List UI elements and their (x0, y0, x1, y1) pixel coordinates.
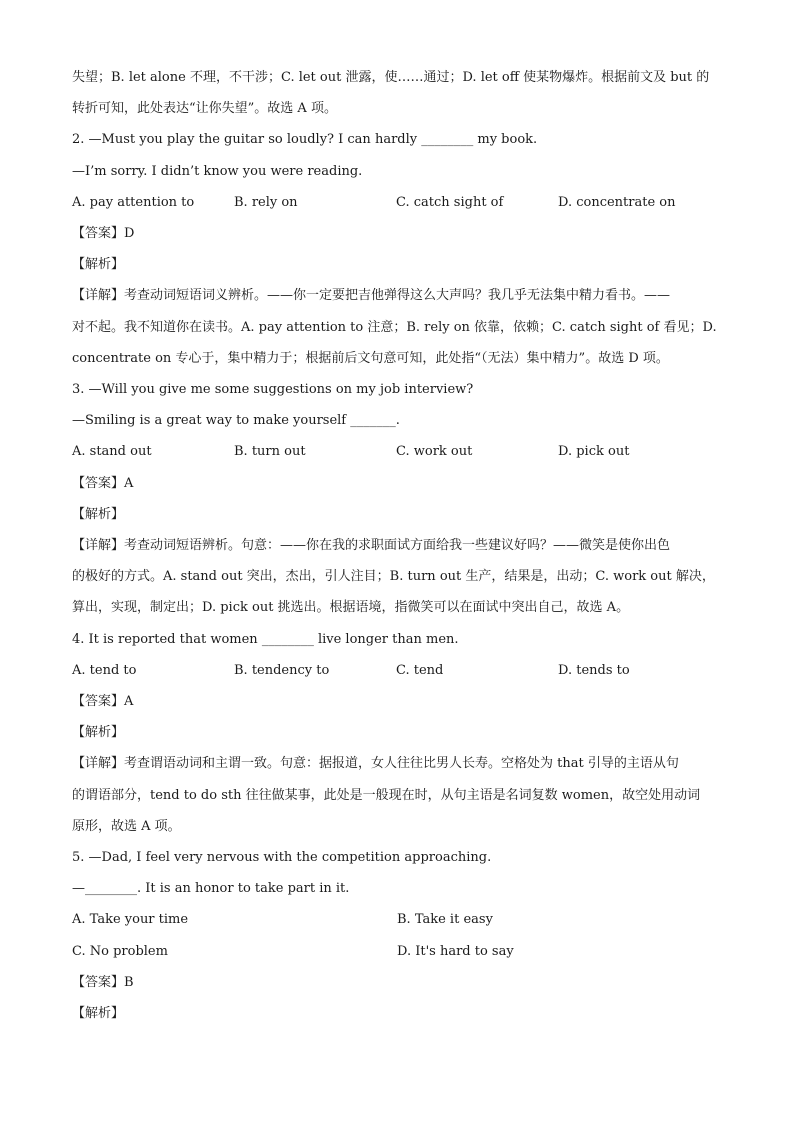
q2-stem-1: 2. —Must you play the guitar so loudly? I can hardly ________ my book. (72, 132, 538, 148)
q2-detail-1: 【详解】考查动词短语词义辨析。——你一定要把吉他弹得这么大声吗？我几乎无法集中精力看书。—— (72, 288, 671, 304)
q5-answer: 【答案】B (72, 974, 134, 990)
q4-options (72, 655, 722, 686)
document-page (72, 62, 722, 1029)
q5-option-d: D. It's hard to say (397, 943, 514, 959)
q5-option-c: C. No problem (72, 943, 168, 959)
q4-option-d: D. tends to (558, 662, 630, 678)
q3-option-a: A. stand out (72, 444, 152, 460)
q4-detail-1: 【详解】考查谓语动词和主谓一致。句意：据报道，女人往往比男人长寿。空格处为 that 引导的主语从句 (72, 756, 679, 772)
q5-stem-2: —________. It is an honor to take part in it. (72, 881, 350, 897)
q3-option-c: C. work out (396, 444, 473, 460)
q5-options-row-2 (72, 936, 722, 967)
q3-stem-2: —Smiling is a great way to make yourself _______. (72, 413, 400, 429)
q2-option-c: C. catch sight of (396, 194, 504, 210)
q4-option-c: C. tend (396, 662, 444, 678)
q3-option-b: B. turn out (234, 444, 306, 460)
q4-answer: 【答案】A (72, 694, 134, 710)
q2-stem-2: —I’m sorry. I didn’t know you were reading. (72, 163, 363, 179)
q5-analysis-label: 【解析】 (72, 1006, 125, 1022)
q5-stem-1: 5. —Dad, I feel very nervous with the competition approaching. (72, 850, 492, 866)
q3-answer: 【答案】A (72, 475, 134, 491)
q3-option-d: D. pick out (558, 444, 630, 460)
q4-analysis-label: 【解析】 (72, 725, 125, 741)
q3-options (72, 436, 722, 467)
q2-option-a: A. pay attention to (72, 194, 195, 210)
q2-option-d: D. concentrate on (558, 194, 676, 210)
q5-option-b: B. Take it easy (397, 912, 493, 928)
q2-analysis-label: 【解析】 (72, 257, 125, 273)
q4-stem-1: 4. It is reported that women ________ live longer than men. (72, 631, 459, 647)
q2-detail-2: 对不起。我不知道你在读书。A. pay attention to 注意；B. rely on 依靠，依赖；C. catch sight of 看见；D. (72, 319, 717, 335)
q4-detail-2: 的谓语部分，tend to do sth 往往做某事，此处是一般现在时，从句主语是名词复数 women，故空处用动词 (72, 787, 701, 803)
q4-option-a: A. tend to (72, 662, 137, 678)
q2-option-b: B. rely on (234, 194, 298, 210)
q3-analysis-label: 【解析】 (72, 506, 125, 522)
q3-detail-2: 的极好的方式。A. stand out 突出，杰出，引人注目；B. turn out 生产，结果是，出动；C. work out 解决， (72, 569, 715, 585)
q3-detail-1: 【详解】考查动词短语辨析。句意：——你在我的求职面试方面给我一些建议好吗？——微笑是使你出色 (72, 538, 671, 554)
q3-stem-1: 3. —Will you give me some suggestions on my job interview? (72, 382, 474, 398)
q4-option-b: B. tendency to (234, 662, 330, 678)
q5-options-row-1 (72, 904, 722, 935)
intro-line-2: 转折可知，此处表达“让你失望”。故选 A 项。 (72, 101, 337, 117)
q2-detail-3: concentrate on 专心于，集中精力于；根据前后文句意可知，此处指“（无法）集中精力”。故选 D 项。 (72, 350, 669, 366)
q3-detail-3: 算出，实现，制定出；D. pick out 挑选出。根据语境，指微笑可以在面试中突出自己，故选 A。 (72, 600, 630, 616)
q4-detail-3: 原形，故选 A 项。 (72, 818, 181, 834)
intro-line-1: 失望；B. let alone 不理，不干涉；C. let out 泄露，使……通过；D. let off 使某物爆炸。根据前文及 but 的 (72, 70, 710, 85)
q2-options (72, 187, 722, 218)
q5-option-a: A. Take your time (72, 912, 189, 928)
q2-answer: 【答案】D (72, 226, 135, 242)
